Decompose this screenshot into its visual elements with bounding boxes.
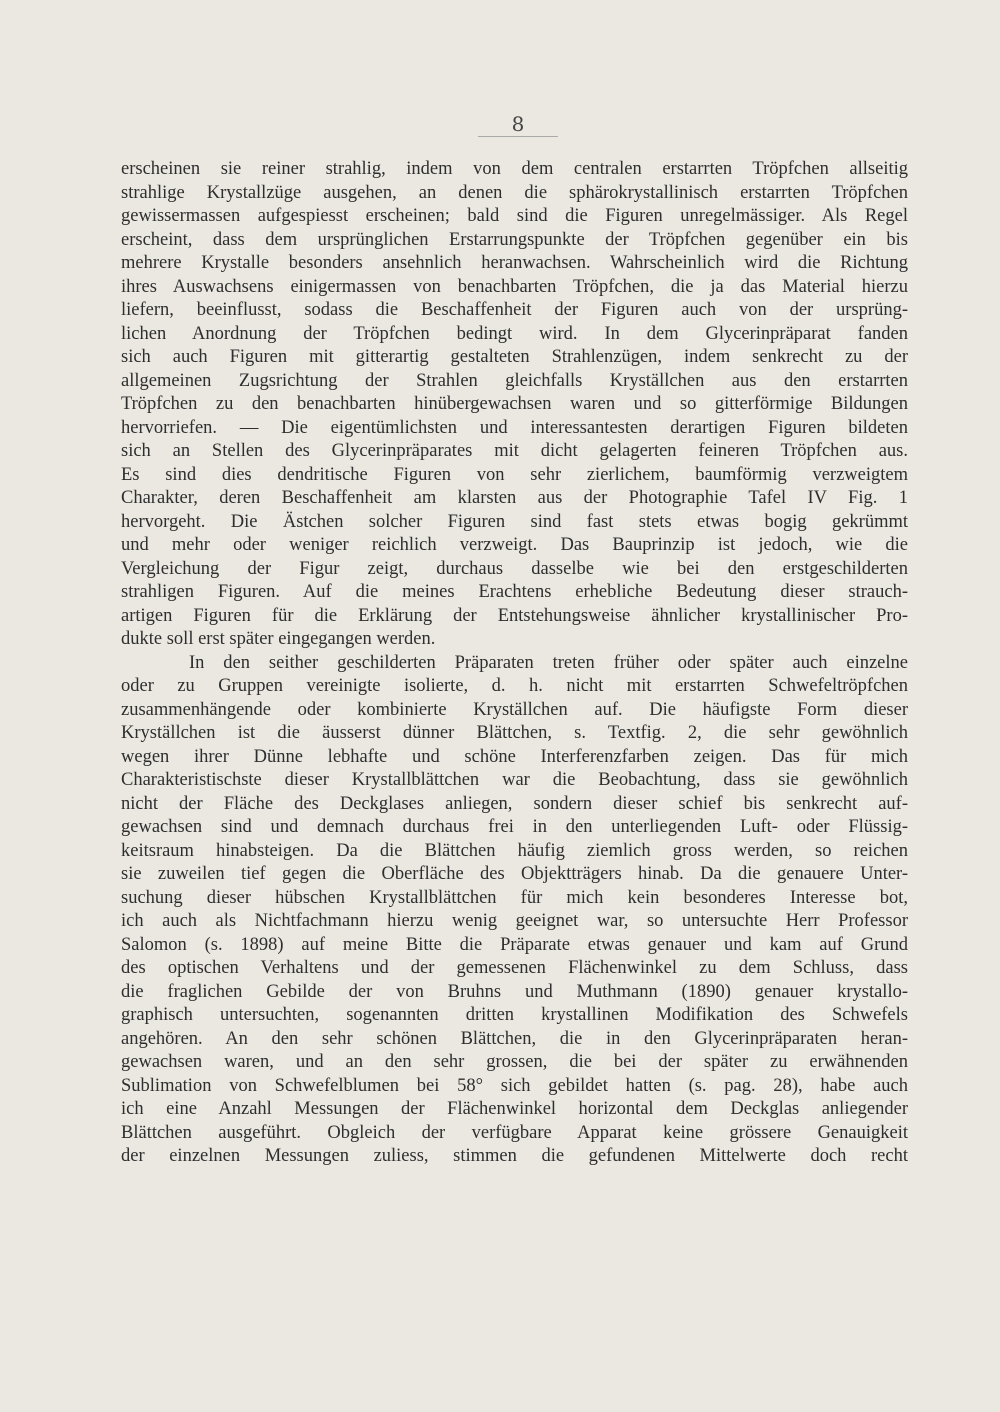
- text-line: sich an Stellen des Glycerinpräparates mit dicht gelagerten feineren Tröpfchen aus.: [121, 441, 908, 461]
- text-line: Charakteristischste dieser Krystallblättchen war die Beobachtung, dass sie gewöhnlich: [121, 770, 908, 790]
- text-line: keitsraum hinabsteigen. Da die Blättchen häufig ziemlich gross werden, so reichen: [121, 840, 908, 861]
- text-line: ihres Auswachsens einigermassen von benachbarten Tröpfchen, die ja das Material hierzu: [121, 276, 908, 297]
- text-line: die fraglichen Gebilde der von Bruhns und Muthmann (1890) genauer krystallo-: [121, 981, 908, 1002]
- text-line: Blättchen ausgeführt. Obgleich der verfügbare Apparat keine grössere Genauigkeit: [121, 1122, 908, 1143]
- text-line: Tröpfchen zu den benachbarten hinübergewachsen waren und so gitterförmige Bildungen: [121, 394, 908, 414]
- text-line: wegen ihrer Dünne lebhafte und schöne Interferenzfarben zeigen. Das für mich: [121, 746, 908, 767]
- text-line: der einzelnen Messungen zuliess, stimmen die gefundenen Mittelwerte doch recht: [121, 1146, 908, 1166]
- text-line: Vergleichung der Figur zeigt, durchaus dasselbe wie bei den erstgeschilderten: [121, 558, 908, 579]
- text-line: sich auch Figuren mit gitterartig gestalteten Strahlenzügen, indem senkrecht zu der: [121, 347, 908, 367]
- text-line: zusammenhängende oder kombinierte Kryställchen auf. Die häufigste Form dieser: [121, 699, 908, 720]
- text-line: sie zuweilen tief gegen die Oberfläche des Objektträgers hinab. Da die genauere Unter-: [121, 864, 908, 884]
- text-line: ich auch als Nichtfachmann hierzu wenig geeignet war, so untersuchte Herr Professor: [121, 911, 908, 931]
- text-line: suchung dieser hübschen Krystallblättchen für mich kein besonderes Interesse bot,: [121, 887, 908, 908]
- text-line: Salomon (s. 1898) auf meine Bitte die Präparate etwas genauer und kam auf Grund: [121, 934, 908, 955]
- text-line: gewachsen waren, und an den sehr grossen, die bei der später zu erwähnenden: [121, 1052, 908, 1072]
- text-line: strahlige Krystallzüge ausgehen, an denen die sphärokrystallinisch erstarrten Tröpfchen: [121, 182, 908, 203]
- text-line: angehören. An den sehr schönen Blättchen, die in den Glycerinpräparaten heran-: [121, 1028, 908, 1049]
- text-line: gewachsen sind und demnach durchaus frei in den unterliegenden Luft- oder Flüssig-: [121, 817, 908, 837]
- text-line: ich eine Anzahl Messungen der Flächenwinkel horizontal dem Deckglas anliegender: [121, 1099, 908, 1119]
- text-line: oder zu Gruppen vereinigte isolierte, d. h. nicht mit erstarrten Schwefeltröpfchen: [121, 676, 908, 696]
- text-line: In den seither geschilderten Präparaten treten früher oder später auch einzelne: [189, 652, 908, 673]
- text-line: liefern, beeinflusst, sodass die Beschaffenheit der Figuren auch von der ursprüng-: [121, 300, 908, 320]
- text-line: Es sind dies dendritische Figuren von sehr zierlichem, baumförmig verzweigtem: [121, 464, 908, 485]
- text-line: dukte soll erst später eingegangen werden.: [121, 629, 436, 649]
- text-line: mehrere Krystalle besonders ansehnlich heranwachsen. Wahrscheinlich wird die Richtung: [121, 253, 908, 273]
- text-line: erscheinen sie reiner strahlig, indem von dem centralen erstarrten Tröpfchen allseitig: [121, 159, 908, 179]
- body-text: [121, 158, 908, 1169]
- text-line: Charakter, deren Beschaffenheit am klarsten aus der Photographie Tafel IV Fig. 1: [121, 488, 908, 508]
- text-line: des optischen Verhaltens und der gemessenen Flächenwinkel zu dem Schluss, dass: [121, 958, 908, 978]
- text-line: artigen Figuren für die Erklärung der Entstehungsweise ähnlicher krystallinischer Pro-: [121, 605, 908, 626]
- text-line: graphisch untersuchten, sogenannten dritten krystallinen Modifikation des Schwefels: [121, 1005, 908, 1025]
- text-line: lichen Anordnung der Tröpfchen bedingt wird. In dem Glycerinpräparat fanden: [121, 323, 908, 344]
- text-line: strahligen Figuren. Auf die meines Erachtens erhebliche Bedeutung dieser strauch-: [121, 582, 908, 602]
- text-line: allgemeinen Zugsrichtung der Strahlen gleichfalls Kryställchen aus den erstarrten: [121, 370, 908, 391]
- text-line: erscheint, dass dem ursprünglichen Erstarrungspunkte der Tröpfchen gegenüber ein bis: [121, 229, 908, 250]
- text-line: Kryställchen ist die äusserst dünner Blättchen, s. Textfig. 2, die sehr gewöhnlich: [121, 723, 908, 743]
- text-line: hervorgeht. Die Ästchen solcher Figuren sind fast stets etwas bogig gekrümmt: [121, 511, 908, 532]
- text-line: Sublimation von Schwefelblumen bei 58° sich gebildet hatten (s. pag. 28), habe auch: [121, 1075, 908, 1096]
- text-line: nicht der Fläche des Deckglases anliegen, sondern dieser schief bis senkrecht auf-: [121, 793, 908, 814]
- text-line: und mehr oder weniger reichlich verzweigt. Das Bauprinzip ist jedoch, wie die: [121, 535, 908, 555]
- text-line: gewissermassen aufgespiesst erscheinen; bald sind die Figuren unregelmässiger. Als Regel: [121, 206, 908, 226]
- page-number: 8: [511, 112, 525, 136]
- page-number-rule: [478, 136, 558, 137]
- text-line: hervorriefen. — Die eigentümlichsten und interessantesten derartigen Figuren bildeten: [121, 417, 908, 438]
